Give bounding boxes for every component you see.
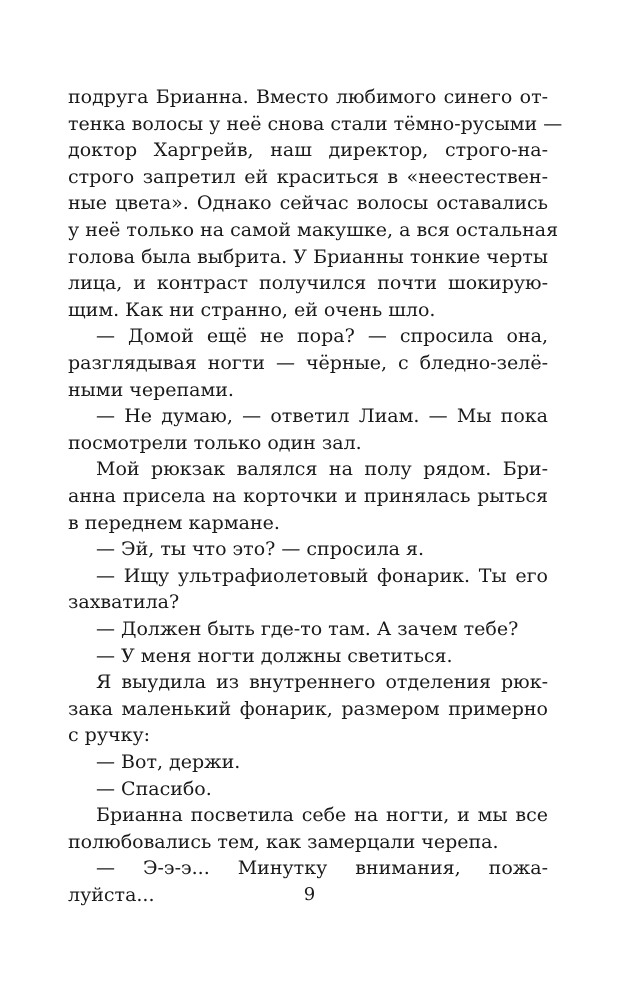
text-line: посмотрели только один зал. <box>68 431 362 454</box>
text-line: с ручку: <box>68 724 151 747</box>
text-line: луйста... <box>68 884 155 906</box>
text-line: Я выудила из внутреннего отделения рюк- <box>96 671 548 694</box>
text-line: тенка волосы у неё снова стали тёмно-русыми — <box>68 112 563 135</box>
text-line: доктор Харгрейв, наш директор, строго-на- <box>68 139 548 162</box>
text-line: ными черепами. <box>68 378 234 401</box>
text-line: голова была выбрита. У Брианны тонкие черты <box>68 245 548 268</box>
text-line: — Спасибо. <box>96 777 212 800</box>
text-line: — Э-э-э... Минутку внимания, пожа- <box>96 857 548 880</box>
text-line: Брианна посветила себе на ногти, и мы все <box>96 804 548 827</box>
text-line: Мой рюкзак валялся на полу рядом. Бри- <box>96 458 548 481</box>
text-line: ные цвета». Однако сейчас волосы оставались <box>68 192 548 215</box>
text-line: — Вот, держи. <box>96 751 241 773</box>
page-number: 9 <box>303 884 316 905</box>
text-line: лица, и контраст получился почти шокирую- <box>68 272 548 295</box>
text-line: — Эй, ты что это? — спросила я. <box>96 538 425 561</box>
text-line: подруга Брианна. Вместо любимого синего от- <box>68 86 548 108</box>
text-line: — Не думаю, — ответил Лиам. — Мы пока <box>96 405 548 428</box>
text-line: анна присела на корточки и принялась рыться <box>68 485 548 507</box>
text-line: у неё только на самой макушке, а вся остальная <box>68 219 559 241</box>
text-line: в переднем кармане. <box>68 511 280 534</box>
text-line: щим. Как ни странно, ей очень шло. <box>68 298 436 321</box>
text-line: — Домой ещё не пора? — спросила она, <box>96 325 548 348</box>
text-line: — Должен быть где-то там. А зачем тебе? <box>96 618 519 640</box>
text-line: разглядывая ногти — чёрные, с бледно-зелё- <box>68 352 548 374</box>
text-line: зака маленький фонарик, размером примерно <box>68 697 548 720</box>
text-line: строго запретил ей краситься в «неестествен- <box>68 165 548 188</box>
text-line: захватила? <box>68 591 180 614</box>
text-line: полюбовались тем, как замерцали черепа. <box>68 830 499 853</box>
text-line: — Ищу ультрафиолетовый фонарик. Ты его <box>96 564 548 587</box>
text-line: — У меня ногти должны светиться. <box>96 644 453 667</box>
